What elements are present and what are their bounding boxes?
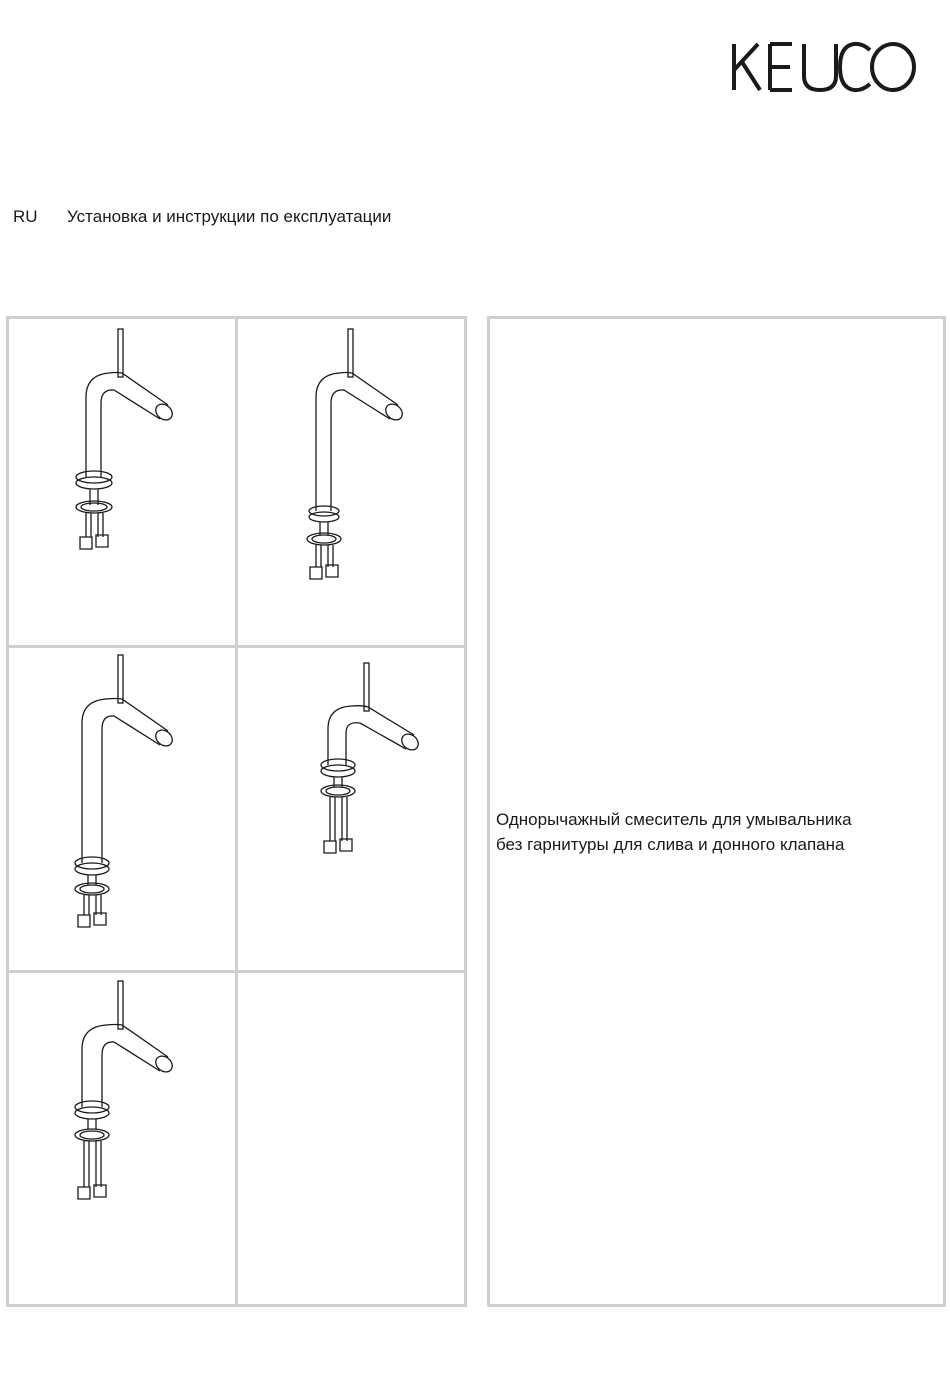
- product-description: [496, 807, 852, 857]
- description-line-2: без гарнитуры для слива и донного клапана: [496, 835, 845, 854]
- faucet-variant-tall-image: [294, 327, 414, 587]
- grid-divider-horizontal: [9, 970, 464, 973]
- language-code: RU: [13, 207, 38, 226]
- faucet-variant-extra-tall-image: [64, 653, 184, 933]
- keuco-logo: [730, 38, 920, 96]
- grid-divider-horizontal: [9, 645, 464, 648]
- faucet-variant-short-image: [314, 661, 434, 871]
- grid-divider-vertical: [235, 319, 238, 1304]
- description-line-1: Однорычажный смеситель для умывальника: [496, 810, 852, 829]
- document-title: Установка и инструкции по експлуатации: [67, 207, 392, 226]
- faucet-variant-medium-2-image: [64, 979, 184, 1219]
- figure-grid: [6, 316, 467, 1307]
- faucet-variant-medium-image: [64, 327, 184, 557]
- product-description-box: [487, 316, 946, 1307]
